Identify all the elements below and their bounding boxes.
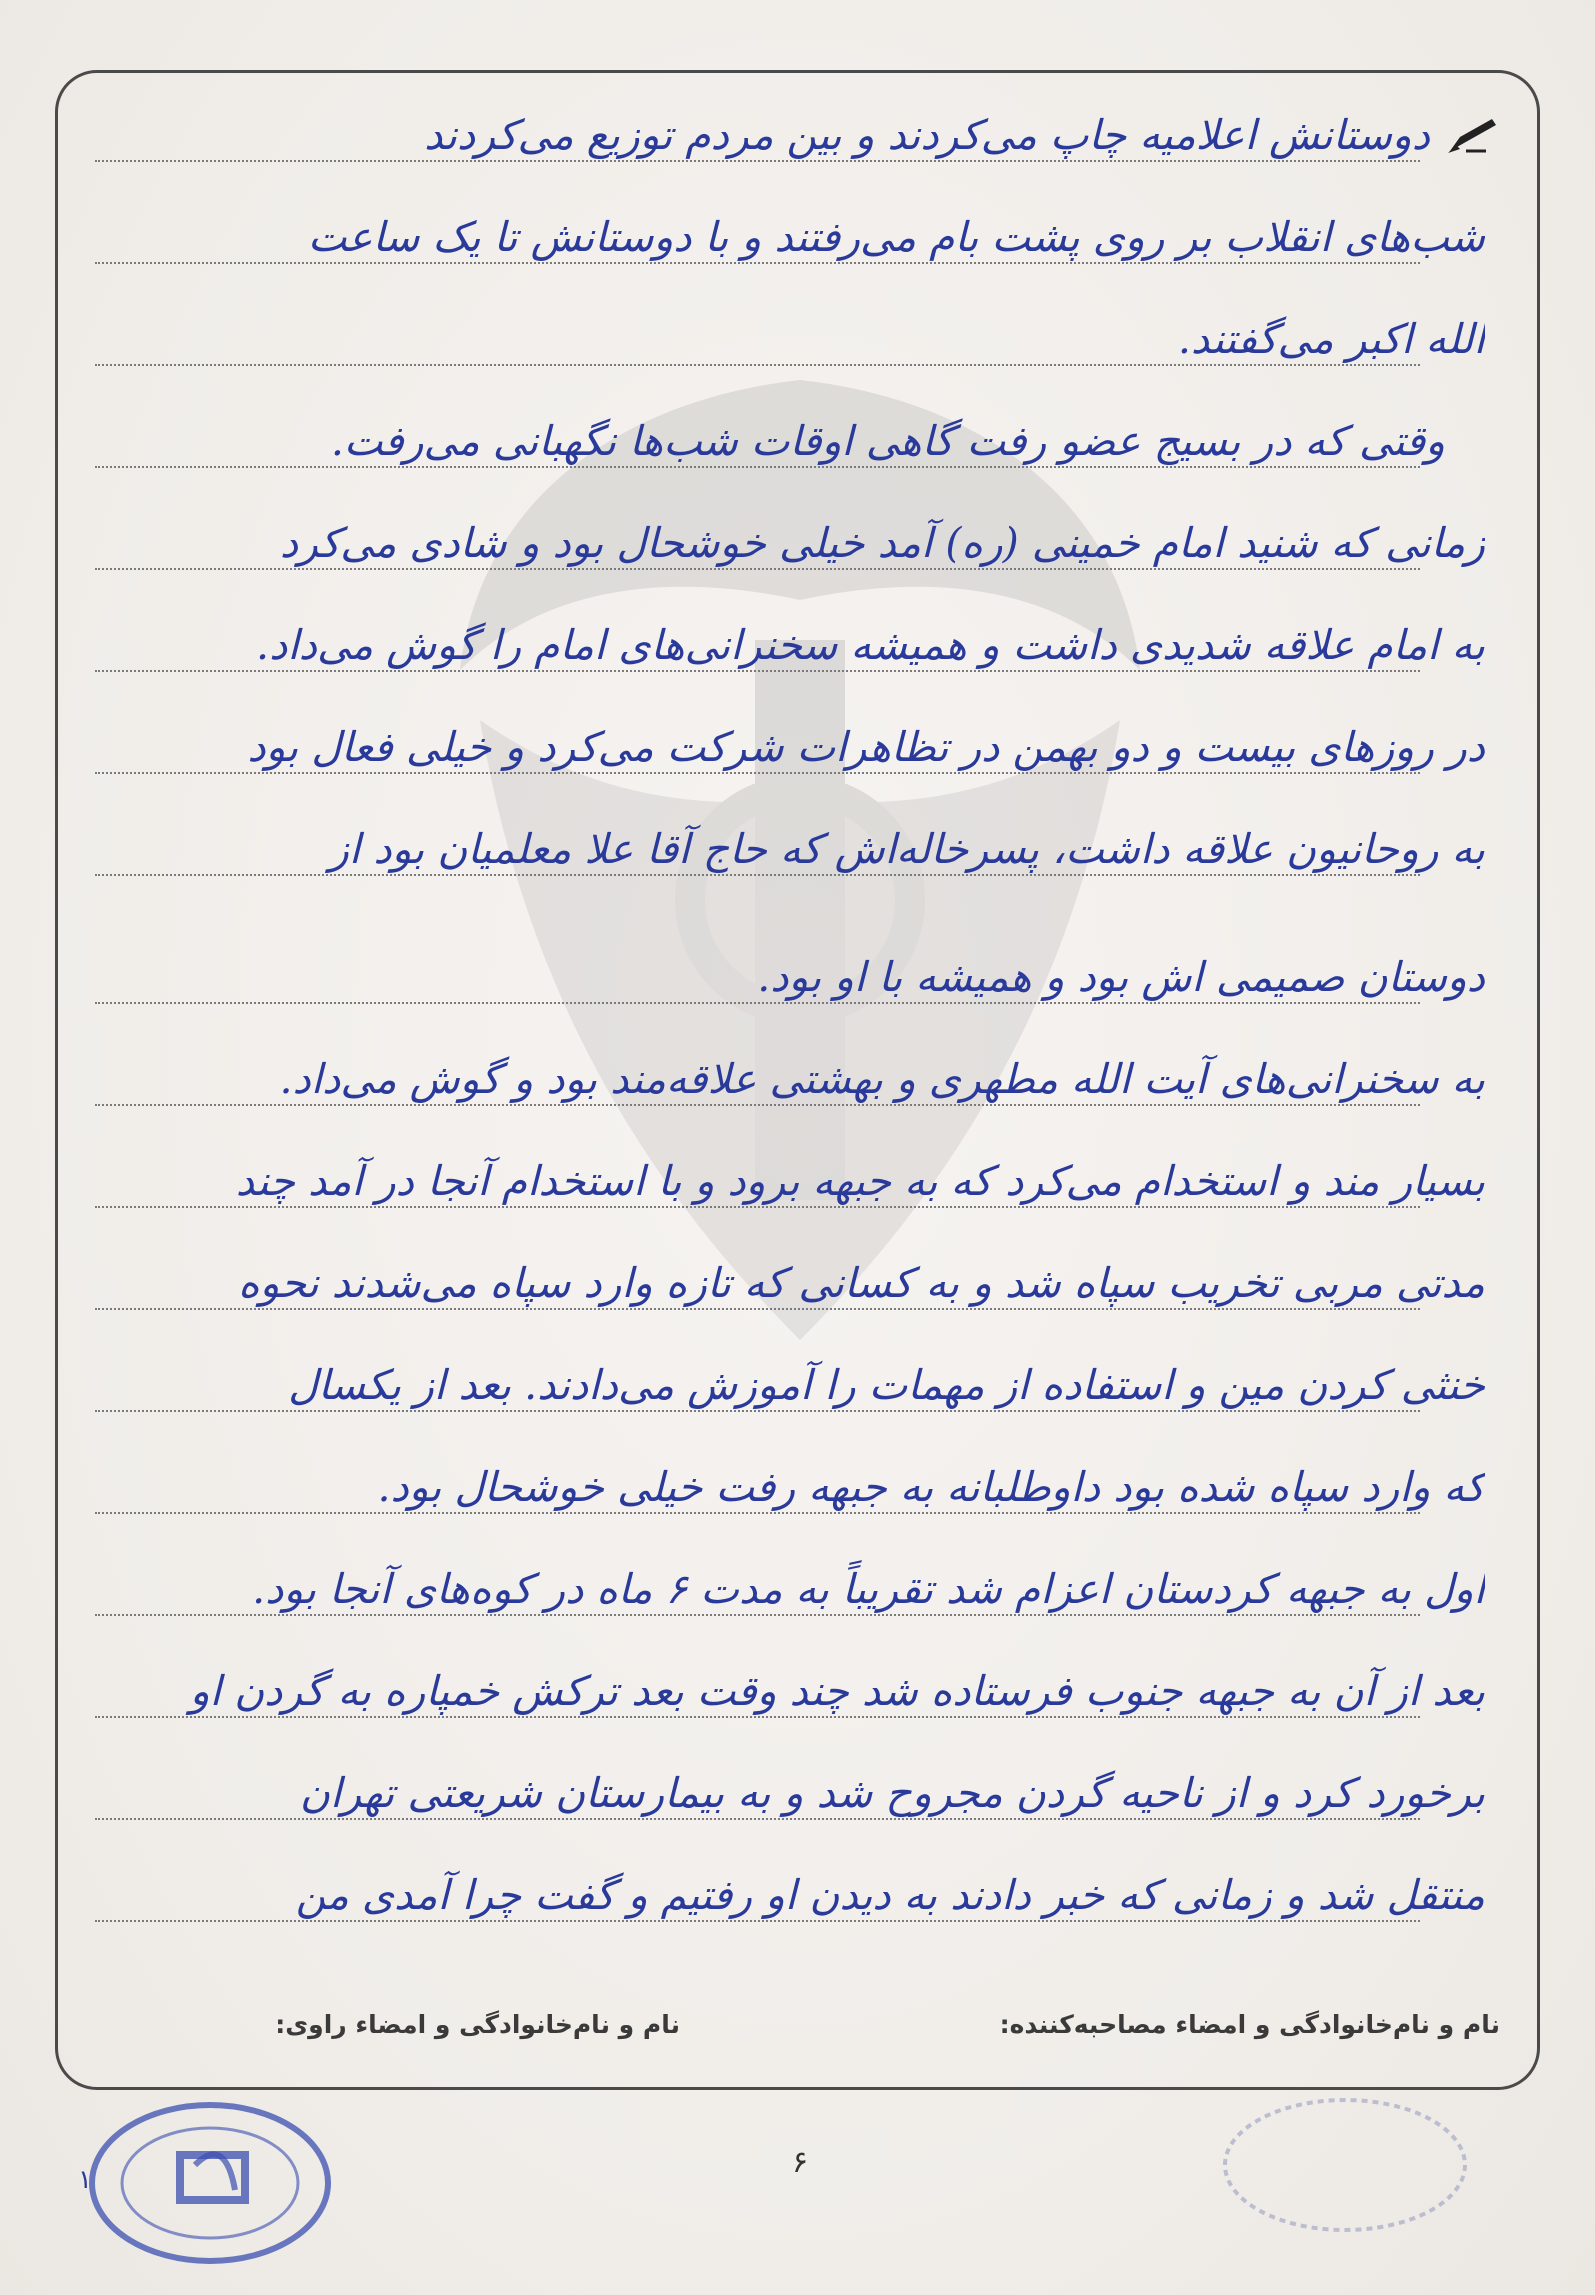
handwritten-line: به سخنرانی‌های آیت الله مطهری و بهشتی علاقه‌مند بود و گوش می‌داد. — [279, 1055, 1485, 1103]
handwritten-line: به امام علاقه شدیدی داشت و همیشه سخنرانی‌های امام را گوش می‌داد. — [256, 621, 1485, 669]
handwritten-line: مدتی مربی تخریب سپاه شد و به کسانی که تازه وارد سپاه می‌شدند نحوه — [238, 1259, 1485, 1307]
handwritten-line: خنثی کردن مین و استفاده از مهمات را آموزش می‌دادند. بعد از یکسال — [288, 1361, 1485, 1409]
narrator-signature-label: نام و نام‌خانوادگی و امضاء راوی: — [275, 2010, 680, 2039]
handwritten-line: دوستان صمیمی اش بود و همیشه با او بود. — [757, 953, 1485, 1001]
handwritten-line: زمانی که شنید امام خمینی (ره) آمد خیلی خوشحال بود و شادی می‌کرد — [279, 519, 1485, 567]
page-number: ۶ — [791, 2145, 809, 2180]
handwritten-line: در روزهای بیست و دو بهمن در تظاهرات شرکت می‌کرد و خیلی فعال بود — [247, 723, 1485, 771]
handwritten-line: منتقل شد و زمانی که خبر دادند به دیدن او رفتیم و گفت چرا آمدی من — [295, 1871, 1485, 1919]
interviewer-signature-label: نام و نام‌خانوادگی و امضاء مصاحبه‌کننده: — [999, 2010, 1500, 2039]
handwritten-line: الله اکبر می‌گفتند. — [1177, 315, 1485, 363]
pen-icon — [1446, 115, 1500, 155]
handwritten-line: شب‌های انقلاب بر روی پشت بام می‌رفتند و با دوستانش تا یک ساعت — [307, 213, 1485, 261]
margin-mark: ۱ — [78, 2165, 92, 2195]
handwritten-line: اول به جبهه کردستان اعزام شد تقریباً به مدت ۶ ماه در کوه‌های آنجا بود. — [252, 1565, 1485, 1613]
faded-stamp — [1210, 2085, 1480, 2235]
handwritten-line: که وارد سپاه شده بود داوطلبانه به جبهه رفت خیلی خوشحال بود. — [377, 1463, 1485, 1511]
handwritten-line: دوستانش اعلامیه چاپ می‌کردند و بین مردم توزیع می‌کردند — [424, 111, 1430, 159]
handwritten-line: وقتی که در بسیج عضو رفت گاهی اوقات شب‌ها نگهبانی می‌رفت. — [330, 417, 1445, 465]
signature-footer — [95, 2010, 1500, 2060]
handwritten-line: برخورد کرد و از ناحیه گردن مجروح شد و به بیمارستان شریعتی تهران — [299, 1769, 1485, 1817]
handwritten-line: به روحانیون علاقه داشت، پسرخاله‌اش که حاج آقا علا معلمیان بود از — [329, 825, 1485, 873]
ink-stamp — [75, 2095, 340, 2270]
handwritten-line: بعد از آن به جبهه جنوب فرستاده شد چند وقت بعد ترکش خمپاره به گردن او — [189, 1667, 1485, 1715]
handwritten-line: بسیار مند و استخدام می‌کرد که به جبهه برود و با استخدام آنجا در آمد چند — [235, 1157, 1485, 1205]
